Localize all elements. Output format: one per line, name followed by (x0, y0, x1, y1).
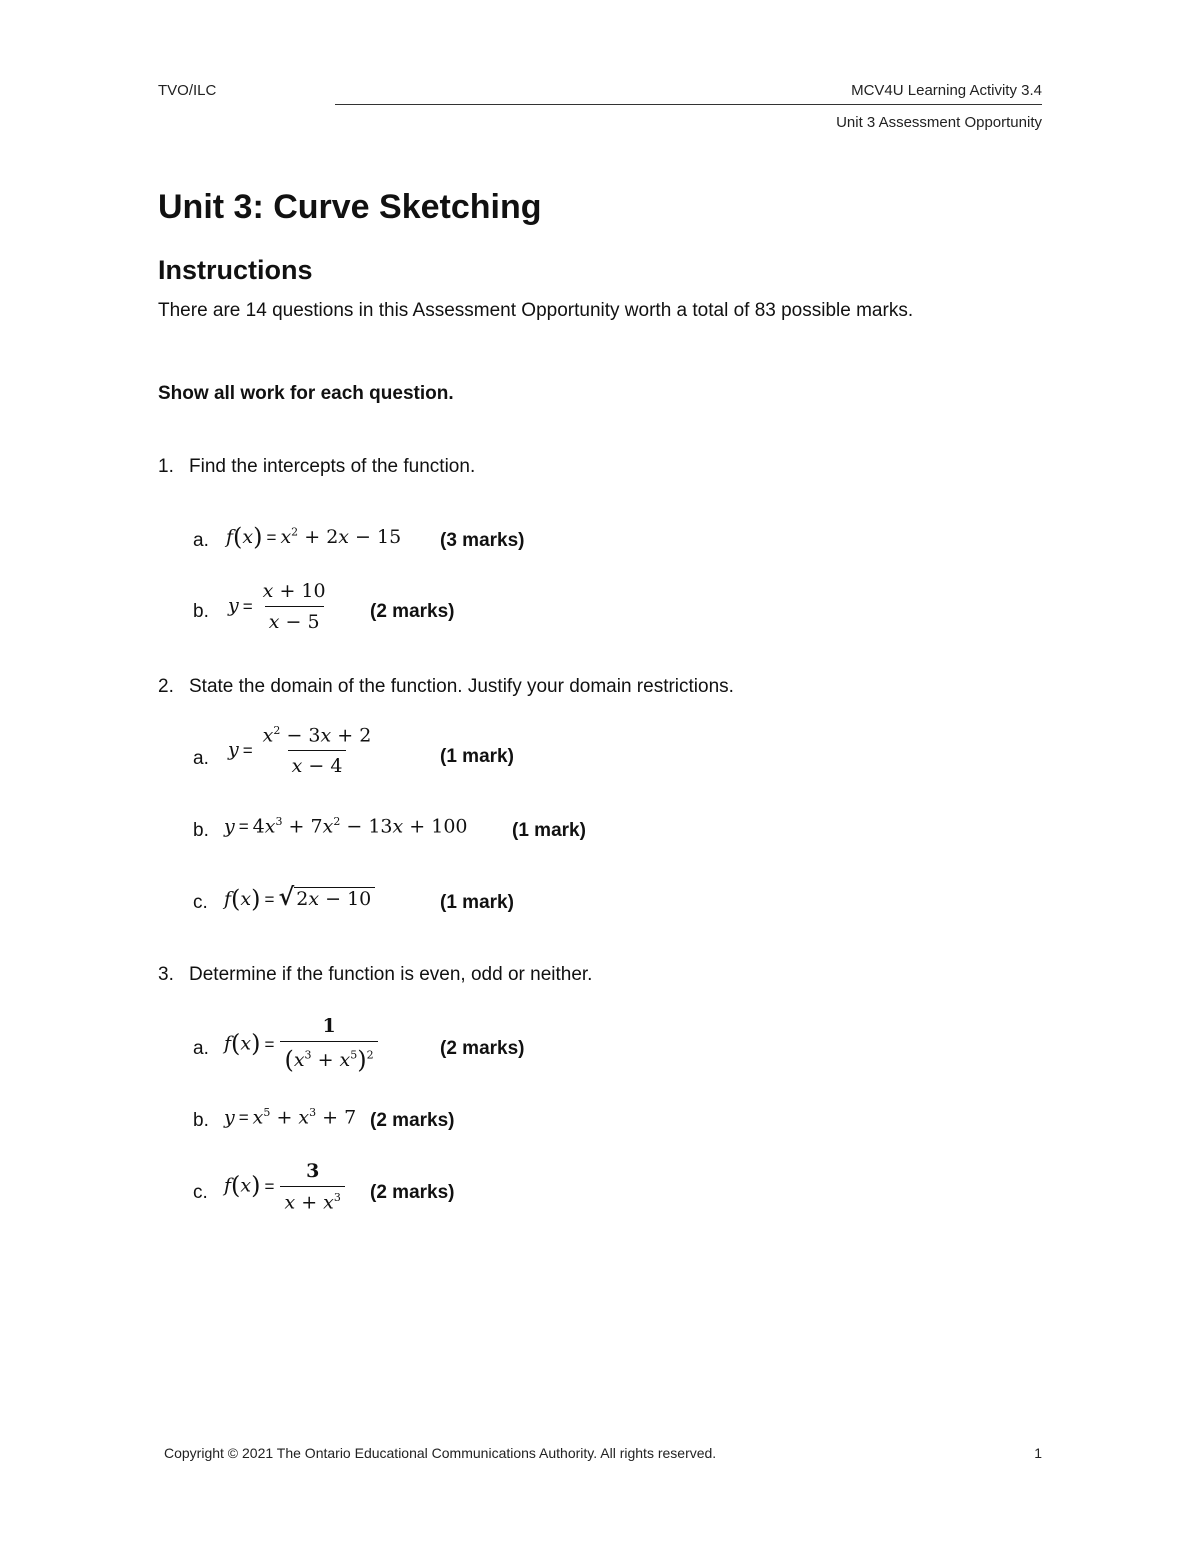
q3b-equation: $y = x^5 + x^3 + 7$ (224, 1106, 357, 1129)
header-rule (335, 104, 1042, 105)
q3a-equation: f(x) = $\frac{1}{(x^3 + x^5)^2}$ (224, 1015, 380, 1074)
q1b-equation: y = $\frac{x + 10}{x - 5}$ (228, 580, 326, 633)
q3a-marks: (2 marks) (440, 1038, 525, 1059)
question-2-number: 2. (158, 676, 174, 697)
q3c-label: c. (193, 1182, 208, 1203)
q3c-equation: f(x) = $\frac{3}{x + x^3}$ (224, 1160, 347, 1213)
q3c-marks: (2 marks) (370, 1182, 455, 1203)
page-title: Unit 3: Curve Sketching (158, 188, 542, 226)
q2c-marks: (1 mark) (440, 892, 514, 913)
q3a-label: a. (193, 1038, 209, 1059)
q2a-label: a. (193, 748, 209, 769)
q3b-marks: (2 marks) (370, 1110, 455, 1131)
show-work-note: Show all work for each question. (158, 383, 454, 404)
header-subright: Unit 3 Assessment Opportunity (836, 114, 1042, 131)
q2b-marks: (1 mark) (512, 820, 586, 841)
question-1-number: 1. (158, 456, 174, 477)
question-2-prompt: State the domain of the function. Justify your domain restrictions. (189, 676, 734, 697)
q1a-label: a. (193, 530, 209, 551)
q1b-marks: (2 marks) (370, 601, 455, 622)
intro-text: There are 14 questions in this Assessment Opportunity worth a total of 83 possible marks. (158, 300, 914, 321)
header-right: MCV4U Learning Activity 3.4 (851, 82, 1042, 99)
page-number: 1 (1034, 1445, 1042, 1461)
radical-icon: √ (278, 882, 295, 911)
q2a-marks: (1 mark) (440, 746, 514, 767)
q1b-label: b. (193, 601, 209, 622)
q2b-label: b. (193, 820, 209, 841)
q1a-equation: $f(x) = x^2 + 2x - 15$ (226, 523, 402, 551)
question-1-prompt: Find the intercepts of the function. (189, 456, 476, 477)
question-3-number: 3. (158, 964, 174, 985)
instructions-heading: Instructions (158, 255, 313, 285)
q2a-equation: y = $\frac{x^2 - 3x + 2}{x - 4}$ (228, 724, 372, 778)
q2c-equation: f(x) = √ 2x − 10 (224, 882, 375, 913)
q2b-equation: $y = 4x^3 + 7x^2 - 13x + 100$ (224, 815, 468, 838)
footer-copyright: Copyright © 2021 The Ontario Educational Communications Authority. All rights reserved. (164, 1445, 717, 1461)
question-3-prompt: Determine if the function is even, odd or neither. (189, 964, 593, 985)
q1a-marks: (3 marks) (440, 530, 525, 551)
q3b-label: b. (193, 1110, 209, 1131)
q2c-label: c. (193, 892, 208, 913)
header-left: TVO/ILC (158, 82, 217, 99)
